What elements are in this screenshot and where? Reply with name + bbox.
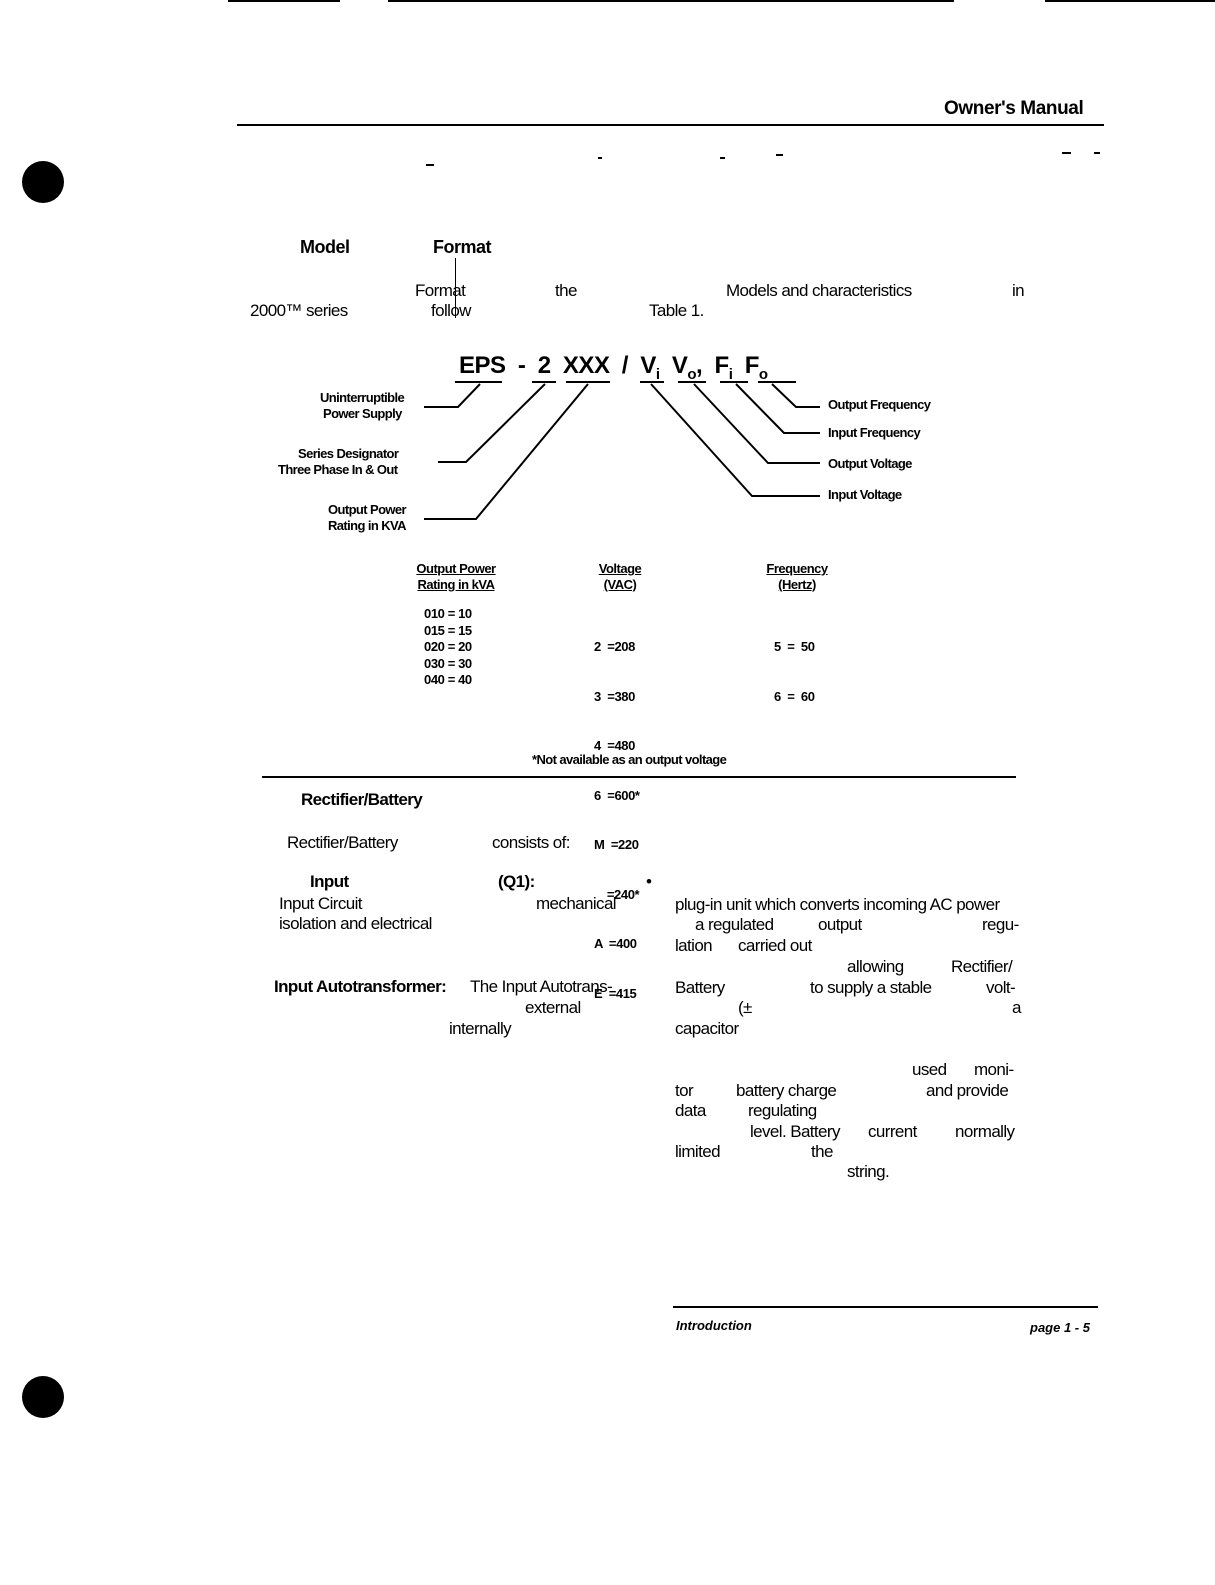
input-q1: (Q1): bbox=[498, 872, 535, 891]
scan-speck bbox=[720, 157, 725, 159]
text-fragment: external bbox=[525, 998, 581, 1017]
label-output-line2: Rating in KVA bbox=[328, 518, 406, 533]
label-series-line1: Series Designator bbox=[298, 446, 399, 461]
text-fragment: lation bbox=[675, 936, 713, 955]
code-sub-o: o bbox=[758, 366, 768, 383]
intro-word: Models and characteristics bbox=[726, 281, 912, 300]
text-fragment: (± bbox=[738, 998, 752, 1017]
scan-speck bbox=[426, 164, 434, 166]
footer-section-name: Introduction bbox=[676, 1318, 752, 1333]
bullet: • bbox=[646, 872, 652, 891]
table-cell: M =220 bbox=[594, 837, 639, 852]
scan-speck bbox=[1094, 152, 1100, 154]
table-cell: 3 =380 bbox=[594, 688, 635, 704]
scan-speck bbox=[776, 154, 783, 156]
text-fragment: a bbox=[1012, 998, 1021, 1017]
intro-word: Table 1. bbox=[649, 301, 704, 320]
intro-word: follow bbox=[431, 301, 471, 320]
label-output-line1: Output Power bbox=[328, 502, 407, 517]
text-fragment: moni- bbox=[974, 1060, 1014, 1079]
intro-word: the bbox=[555, 281, 577, 300]
text-fragment: regu- bbox=[982, 915, 1019, 934]
label-input-voltage: Input Voltage bbox=[828, 487, 902, 502]
table-cell: =240* bbox=[594, 886, 640, 902]
code-dash: - bbox=[517, 352, 526, 379]
table-cell: 030 = 30 bbox=[424, 655, 472, 671]
table-cell: 6 = 60 bbox=[774, 688, 815, 704]
code-v: V bbox=[640, 352, 656, 379]
text-fragment: limited bbox=[675, 1142, 720, 1161]
table-cell: 015 = 15 bbox=[424, 622, 472, 638]
code-sub-i: i bbox=[728, 366, 733, 383]
text-fragment: tor bbox=[675, 1081, 694, 1100]
table-column-power bbox=[424, 606, 472, 689]
code-f: F bbox=[744, 352, 759, 379]
input-heading: Input bbox=[310, 872, 349, 891]
text-fragment: capacitor bbox=[675, 1019, 739, 1038]
text-fragment: the bbox=[811, 1142, 833, 1161]
binder-hole-top bbox=[22, 161, 64, 203]
section-heading-rectifier: Rectifier/Battery bbox=[301, 790, 423, 809]
intro-word: 2000™ series bbox=[250, 301, 348, 320]
scan-speck bbox=[1062, 152, 1071, 154]
text-fragment: isolation and electrical bbox=[279, 914, 432, 933]
footer-page-number: page 1 - 5 bbox=[1030, 1320, 1090, 1335]
text-fragment: volt- bbox=[986, 978, 1016, 997]
section-heading-format: Format bbox=[433, 237, 492, 257]
text-fragment: carried out bbox=[738, 936, 812, 955]
code-f: F bbox=[714, 352, 729, 379]
rectifier-intro-word: Rectifier/Battery bbox=[287, 833, 398, 852]
table-header-voltage: Voltage (VAC) bbox=[598, 561, 642, 592]
text-fragment: data bbox=[675, 1101, 706, 1120]
scan-edge-mark bbox=[388, 0, 954, 2]
label-output-voltage: Output Voltage bbox=[828, 456, 912, 471]
text-fragment: string. bbox=[847, 1162, 890, 1181]
label-series-line2: Three Phase In & Out bbox=[278, 462, 398, 477]
text-fragment: internally bbox=[449, 1019, 512, 1038]
text-fragment: normally bbox=[955, 1122, 1015, 1141]
text-fragment: to supply a stable bbox=[810, 978, 932, 997]
intro-word: Format bbox=[415, 281, 466, 300]
code-power: XXX bbox=[562, 352, 610, 379]
intro-word: in bbox=[1012, 281, 1025, 300]
label-output-frequency: Output Frequency bbox=[828, 397, 931, 412]
section-heading-model: Model bbox=[300, 237, 350, 257]
code-sub-o: o bbox=[687, 366, 697, 383]
code-v: V bbox=[671, 352, 688, 379]
text-fragment: and provide bbox=[926, 1081, 1009, 1100]
footer-rule bbox=[673, 1306, 1098, 1308]
text-fragment: allowing bbox=[847, 957, 904, 976]
scan-edge-mark bbox=[1045, 0, 1215, 2]
label-ups-line2: Power Supply bbox=[323, 406, 402, 421]
label-input-frequency: Input Frequency bbox=[828, 425, 921, 440]
scan-speck bbox=[598, 157, 602, 159]
text-fragment: mechanical bbox=[536, 894, 616, 913]
text-fragment: level. Battery bbox=[750, 1122, 840, 1141]
table-column-voltage bbox=[594, 606, 640, 1019]
model-code bbox=[459, 352, 768, 383]
code-comma: , bbox=[696, 352, 703, 379]
text-fragment: Input Circuit bbox=[279, 894, 362, 913]
section-divider bbox=[262, 776, 1016, 778]
table-cell: E =415 bbox=[594, 985, 637, 1001]
text-fragment: a regulated bbox=[695, 915, 774, 934]
code-series: 2 bbox=[537, 352, 551, 379]
code-eps: EPS bbox=[459, 352, 506, 379]
text-fragment: The Input Autotrans- bbox=[470, 977, 613, 996]
text-fragment: used bbox=[912, 1060, 947, 1079]
text-fragment: plug-in unit which converts incoming AC power bbox=[675, 895, 1000, 914]
text-fragment: regulating bbox=[748, 1101, 817, 1120]
autotransformer-heading: Input Autotransformer: bbox=[274, 977, 447, 996]
label-ups-line1: Uninterruptible bbox=[320, 390, 405, 405]
table-cell: 6 =600* bbox=[594, 787, 640, 803]
table-cell: 040 = 40 bbox=[424, 672, 472, 687]
scan-edge-mark bbox=[228, 0, 340, 2]
table-cell: 5 = 50 bbox=[774, 639, 815, 654]
table-cell: A =400 bbox=[594, 936, 637, 951]
table-cell: 4 =480 bbox=[594, 738, 635, 753]
table-footnote: *Not available as an output voltage bbox=[532, 752, 727, 767]
table-cell: 020 = 20 bbox=[424, 639, 472, 654]
table-cell: 010 = 10 bbox=[424, 606, 472, 621]
rectifier-intro-word: consists of: bbox=[492, 833, 570, 852]
table-header-frequency: Frequency (Hertz) bbox=[766, 561, 828, 592]
code-sub-i: i bbox=[655, 366, 660, 383]
text-fragment: Rectifier/ bbox=[951, 957, 1013, 976]
binder-hole-bottom bbox=[22, 1376, 64, 1418]
header-rule bbox=[237, 124, 1104, 126]
table-cell: 2 =208 bbox=[594, 639, 635, 654]
code-slash: / bbox=[621, 352, 628, 379]
text-fragment: output bbox=[818, 915, 862, 934]
text-fragment: current bbox=[868, 1122, 917, 1141]
table-column-frequency bbox=[774, 606, 815, 722]
text-fragment: battery charge bbox=[736, 1081, 837, 1100]
text-fragment: Battery bbox=[675, 978, 725, 997]
header-title: Owner's Manual bbox=[944, 98, 1084, 119]
table-header-power: Output Power Rating in kVA bbox=[416, 561, 496, 592]
